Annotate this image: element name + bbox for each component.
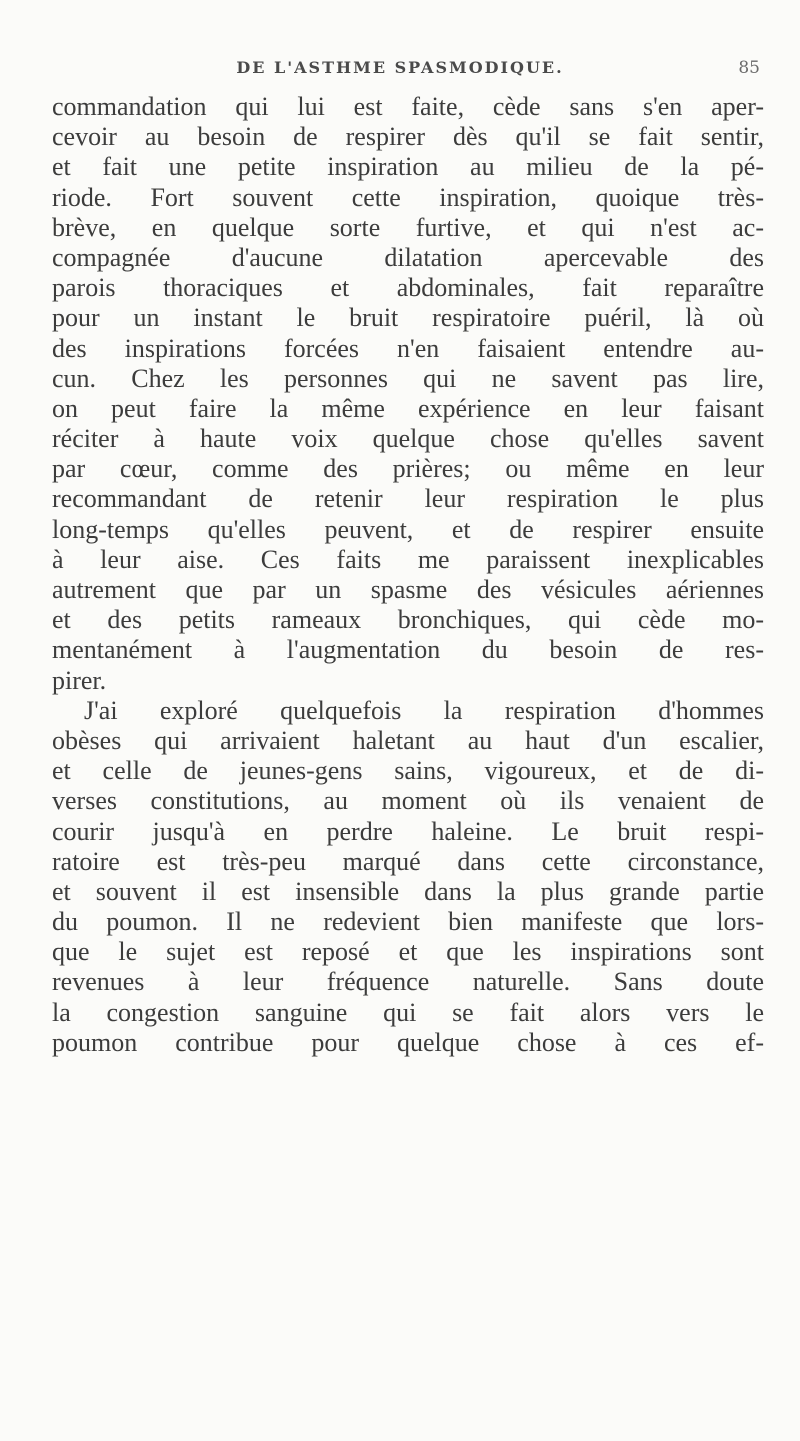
text-line: mentanément à l'augmentation du besoin de res- [52, 635, 764, 665]
text-line: autrement que par un spasme des vésicules aériennes [52, 575, 764, 604]
text-line: recommandant de retenir leur respiration le plus [52, 484, 764, 514]
paragraph-end-line: pirer. [52, 665, 107, 695]
text-line: commandation qui lui est faite, cède sans s'en aper- [52, 92, 764, 121]
text-line: verses constitutions, au moment où ils venaient de [52, 786, 764, 816]
text-line: la congestion sanguine qui se fait alors vers le [52, 997, 764, 1027]
running-head [0, 58, 800, 82]
text-line: et souvent il est insensible dans la plus grande partie [52, 876, 764, 906]
text-line: ratoire est très-peu marqué dans cette circonstance, [52, 846, 764, 876]
text-line: par cœur, comme des prières; ou même en leur [52, 454, 764, 484]
text-line: pour un instant le bruit respiratoire puéril, là où [52, 303, 764, 333]
text-line: poumon contribue pour quelque chose à ces ef- [52, 1027, 764, 1057]
text-line: du poumon. Il ne redevient bien manifeste que lors- [52, 907, 764, 937]
text-line: brève, en quelque sorte furtive, et qui n'est ac- [52, 212, 764, 242]
page-number: 85 [738, 58, 760, 78]
text-line: à leur aise. Ces faits me paraissent inexplicables [52, 544, 764, 574]
running-title: DE L'ASTHME SPASMODIQUE. [236, 58, 564, 77]
text-line: long-temps qu'elles peuvent, et de respirer ensuite [52, 514, 764, 544]
text-line: réciter à haute voix quelque chose qu'elles savent [52, 424, 764, 454]
text-line: riode. Fort souvent cette inspiration, quoique très- [52, 182, 764, 212]
text-line: compagnée d'aucune dilatation apercevable des [52, 242, 764, 272]
text-line: des inspirations forcées n'en faisaient entendre au- [52, 333, 764, 363]
text-line: que le sujet est reposé et que les inspirations sont [52, 937, 764, 967]
text-line: on peut faire la même expérience en leur faisant [52, 393, 764, 423]
text-line: et fait une petite inspiration au milieu de la pé- [52, 152, 764, 182]
text-line: revenues à leur fréquence naturelle. Sans doute [52, 967, 764, 997]
text-line: cevoir au besoin de respirer dès qu'il se fait sentir, [52, 122, 764, 152]
text-line: et celle de jeunes-gens sains, vigoureux, et de di- [52, 756, 764, 786]
paragraph-first-line: J'ai exploré quelquefois la respiration d'hommes [84, 695, 764, 725]
text-line: courir jusqu'à en perdre haleine. Le bruit respi- [52, 816, 764, 846]
text-line: parois thoraciques et abdominales, fait reparaître [52, 273, 764, 303]
body-text [52, 92, 764, 1058]
text-line: cun. Chez les personnes qui ne savent pas lire, [52, 363, 764, 393]
text-line: obèses qui arrivaient haletant au haut d'un escalier, [52, 725, 764, 755]
text-line: et des petits rameaux bronchiques, qui cède mo- [52, 605, 764, 635]
